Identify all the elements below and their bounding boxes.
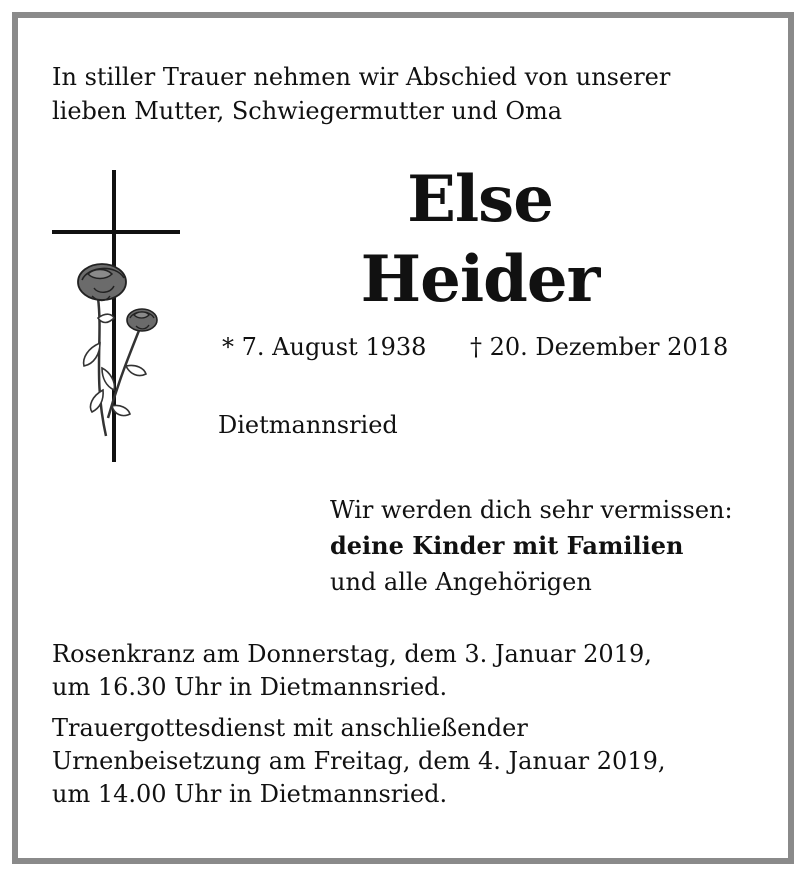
intro-line: In stiller Trauer nehmen wir Abschied von unserer <box>52 63 671 91</box>
birth-date: * 7. August 1938 <box>222 333 427 361</box>
funeral-line: Urnenbeisetzung am Freitag, dem 4. Januar 2019, <box>52 747 666 775</box>
rosary-line: um 16.30 Uhr in Dietmannsried. <box>52 673 448 701</box>
first-name: Else <box>407 162 553 237</box>
mourners-line: deine Kinder mit Familien <box>330 531 684 560</box>
closing-line: und alle Angehörigen <box>330 568 592 596</box>
intro-text <box>52 60 670 128</box>
death-date: † 20. Dezember 2018 <box>470 333 729 361</box>
funeral-line: Trauergottesdienst mit anschließender <box>52 714 528 742</box>
funeral-line: um 14.00 Uhr in Dietmannsried. <box>52 780 448 808</box>
closing-line: Wir werden dich sehr vermissen: <box>330 496 733 524</box>
cross-with-roses-icon <box>48 168 184 468</box>
last-name: Heider <box>360 242 600 317</box>
place-of-residence: Dietmannsried <box>218 411 398 439</box>
service-details <box>52 638 666 811</box>
closing-message <box>330 492 733 600</box>
intro-line: lieben Mutter, Schwiegermutter und Oma <box>52 97 563 125</box>
rosary-line: Rosenkranz am Donnerstag, dem 3. Januar 2019, <box>52 640 652 668</box>
